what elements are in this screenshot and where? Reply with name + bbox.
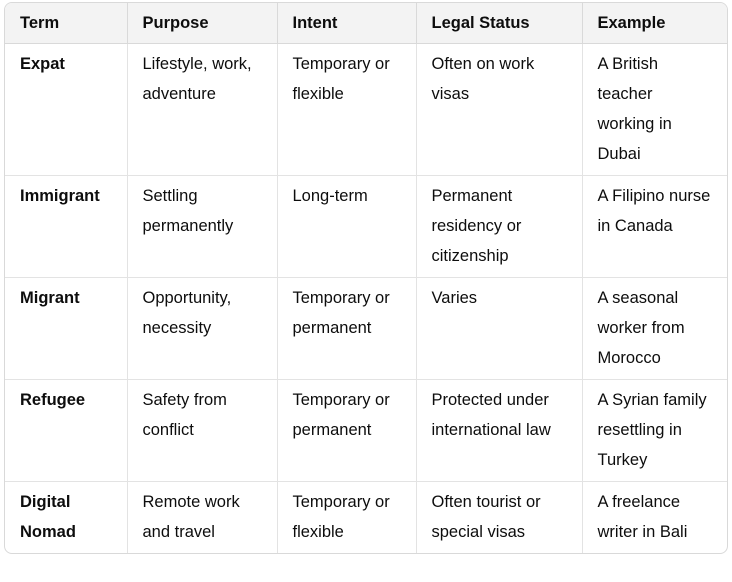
cell-example: A freelance writer in Bali <box>597 493 688 541</box>
cell-intent: Temporary or permanent <box>277 278 416 380</box>
header-row <box>5 3 727 44</box>
header-term: Term <box>5 3 127 44</box>
cell-legal-status: Protected under international law <box>416 380 582 482</box>
cell-intent: Temporary or flexible <box>277 482 416 554</box>
cell-purpose: Settling permanently <box>127 176 277 278</box>
cell-purpose: Remote work and travel <box>127 482 277 554</box>
cell-example: A Filipino nurse in Canada <box>582 176 727 278</box>
cell-purpose: Lifestyle, work, adventure <box>127 44 277 176</box>
table-row <box>5 176 727 278</box>
cell-term: Migrant <box>5 278 127 380</box>
cell-legal-status: Permanent residency or citizenship <box>416 176 582 278</box>
header-legal-status: Legal Status <box>416 3 582 44</box>
cell-example: A Syrian family resettling in Turkey <box>582 380 727 482</box>
cell-legal-status: Often tourist or special visas <box>416 482 582 554</box>
cell-example: A British teacher working in Dubai <box>582 44 727 176</box>
header-purpose: Purpose <box>127 3 277 44</box>
cell-purpose: Opportunity, necessity <box>127 278 277 380</box>
cell-intent: Temporary or flexible <box>277 44 416 176</box>
comparison-table-container <box>4 2 728 554</box>
table-row <box>5 278 727 380</box>
comparison-table <box>5 3 727 553</box>
cell-term: Expat <box>5 44 127 176</box>
cell-term: Digital Nomad <box>5 482 127 554</box>
table-row <box>5 380 727 482</box>
cell-term: Immigrant <box>5 176 127 278</box>
cell-purpose: Safety from conflict <box>127 380 277 482</box>
table-row <box>5 482 727 554</box>
table-body <box>5 44 727 554</box>
cell-legal-status: Varies <box>416 278 582 380</box>
table-header <box>5 3 727 44</box>
cell-term: Refugee <box>5 380 127 482</box>
cell-example: A seasonal worker from Morocco <box>582 278 727 380</box>
table-row <box>5 44 727 176</box>
header-intent: Intent <box>277 3 416 44</box>
cell-intent: Long-term <box>277 176 416 278</box>
cell-legal-status: Often on work visas <box>416 44 582 176</box>
cell-intent: Temporary or permanent <box>277 380 416 482</box>
header-example: Example <box>582 3 727 44</box>
